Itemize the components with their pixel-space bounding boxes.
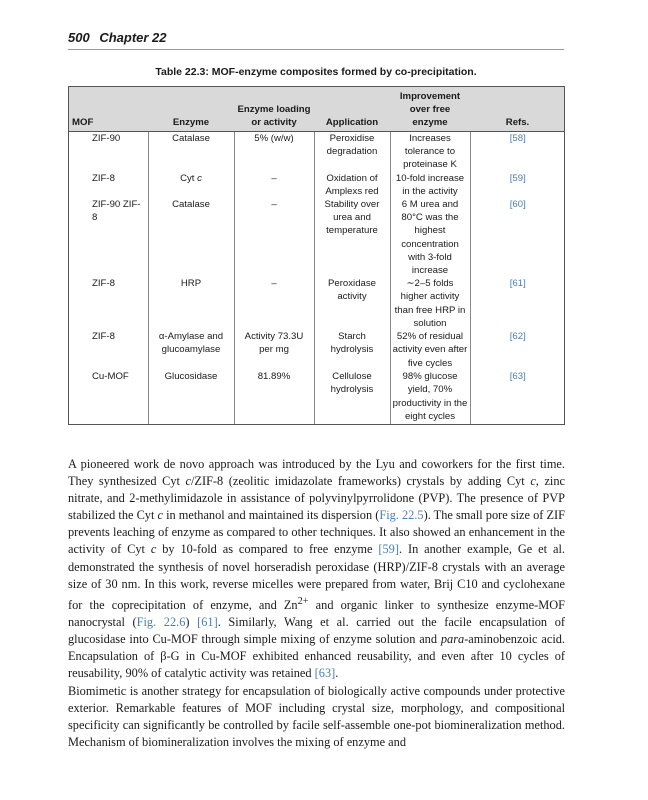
text-run-italic: c xyxy=(185,474,191,489)
mof-enzyme-table xyxy=(68,86,565,425)
figure-link[interactable]: Fig. 22.5 xyxy=(379,508,424,523)
running-header xyxy=(68,30,564,45)
table-caption-text: MOF-enzyme composites formed by co-precipitation. xyxy=(211,66,477,78)
cell-improvement: 98% glucose yield, 70% productivity in the eight cycles xyxy=(390,370,470,424)
cell-ref-link[interactable]: [60] xyxy=(509,199,526,211)
text-run-italic: c xyxy=(530,474,536,489)
col-header-enzyme: Enzyme xyxy=(148,87,234,132)
cell-application: Cellulose hydrolysis xyxy=(314,370,390,424)
col-header-refs: Refs. xyxy=(470,87,565,132)
table-row xyxy=(68,277,565,330)
col-header-improvement: Improvement over free enzyme xyxy=(390,87,470,132)
text-run: -aminobenzoic acid. Encapsulation of β-G in Cu-MOF exhibited enhanced reusability, and even after 10 cycles of reusability, 90% of catalytic activity was retained xyxy=(68,632,566,681)
table-row xyxy=(68,330,565,370)
table-row xyxy=(68,370,565,424)
cell-mof: Cu-MOF xyxy=(68,370,148,424)
figure-link[interactable]: Fig. 22.6 xyxy=(136,614,186,629)
cell-mof: ZIF-8 xyxy=(68,330,148,370)
cell-enzyme xyxy=(148,172,234,198)
cell-enzyme-text: Cyt c xyxy=(180,172,202,184)
text-run: /ZIF-8 (zeolitic imidazolate frameworks) crystals by adding Cyt xyxy=(190,474,531,489)
reference-link[interactable]: [59] xyxy=(378,542,399,557)
cell-application: Peroxidase activity xyxy=(314,277,390,330)
cell-loading: 5% (w/w) xyxy=(234,132,314,172)
col-header-loading: Enzyme loading or activity xyxy=(234,87,314,132)
col-header-application: Application xyxy=(314,87,390,132)
table-caption-label: Table 22.3: xyxy=(155,66,209,78)
text-run-italic: c xyxy=(157,508,163,523)
text-run: by 10-fold as compared to free enzyme xyxy=(156,542,379,557)
text-run: A pioneered work de novo approach was introduced by the Lyu and coworkers for the first time. They synthesized Cyt xyxy=(68,457,565,489)
cell-enzyme: Glucosidase xyxy=(148,370,234,424)
cell-ref-link[interactable]: [58] xyxy=(509,133,526,144)
text-run: . xyxy=(335,666,339,681)
cell-enzyme-italic: c xyxy=(197,172,202,184)
table-row xyxy=(68,132,565,172)
table-header-row xyxy=(68,87,565,132)
body-paragraph-1 xyxy=(68,456,565,682)
cell-mof: ZIF-8 xyxy=(68,277,148,330)
cell-mof: ZIF-8 xyxy=(68,172,148,198)
table-row xyxy=(68,172,565,198)
chapter-title: Chapter 22 xyxy=(99,30,167,45)
table-row xyxy=(68,198,565,277)
cell-improvement: Increases tolerance to proteinase K xyxy=(390,132,470,172)
reference-link[interactable]: [63] xyxy=(314,666,336,681)
cell-improvement: 10-fold increase in the activity xyxy=(390,172,470,198)
cell-mof: ZIF-90 ZIF-8 xyxy=(68,198,148,277)
text-run: . In another example, Ge et al. demonstrated the synthesis of novel horseradish peroxidase (HRP)/ZIF-8 crystals with an average size of 30 nm. In this work, reverse micelles were prepared from water, Brij C10 and cyclohexane for the coprecipitation of enzyme, and Zn xyxy=(68,542,565,612)
cell-ref-link[interactable]: [61] xyxy=(509,278,526,290)
cell-ref-link[interactable]: [62] xyxy=(509,331,526,343)
cell-enzyme: Catalase xyxy=(148,132,234,172)
col-header-mof: MOF xyxy=(68,87,148,132)
text-run: ). The small pore size of ZIF prevents leaching of enzyme as compared to other techniques. It also showed an enhancement in the activity of Cyt xyxy=(68,508,565,557)
cell-mof: ZIF-90 xyxy=(68,132,148,172)
cell-enzyme: Catalase xyxy=(148,198,234,277)
text-run-italic: para xyxy=(440,632,465,647)
cell-loading: – xyxy=(234,172,314,198)
cell-improvement: 6 M urea and 80°C was the highest concentration with 3-fold increase xyxy=(390,198,470,277)
cell-application: Stability over urea and temperature xyxy=(314,198,390,277)
cell-ref-link[interactable]: [63] xyxy=(470,370,565,424)
body-paragraph-2: Biomimetic is another strategy for encapsulation of biologically active compounds under protective exterior. Remarkable features of MOF including crystal size, morphology, and compositional specificity can significantly be controlled by facile self-assemble one-pot biomineralization method. Mechanism of biomineralization involves the mixing of enzyme and xyxy=(68,684,565,750)
text-run: . Similarly, Wang et al. carried out the facile encapsulation of glucosidase into Cu-MOF through simple mixing of enzyme solution and xyxy=(68,614,566,647)
cell-improvement: 52% of residual activity even after five cycles xyxy=(390,330,470,370)
text-run: and organic linker to synthesize enzyme-MOF nanocrystal ( xyxy=(68,597,566,629)
text-run: ) xyxy=(185,614,198,629)
cell-application: Peroxidise degradation xyxy=(314,132,390,172)
cell-application: Oxidation of Amplexs red xyxy=(314,172,390,198)
reference-link[interactable]: [61] xyxy=(197,614,218,629)
cell-ref-link[interactable]: [59] xyxy=(509,172,526,184)
cell-loading: Activity 73.3U per mg xyxy=(234,330,314,370)
text-run: in methanol and maintained its dispersion ( xyxy=(162,508,380,523)
table-caption xyxy=(68,66,564,78)
cell-enzyme: α-Amylase and glucoamylase xyxy=(148,330,234,370)
cell-application: Starch hydrolysis xyxy=(314,330,390,370)
cell-loading: 81.89% xyxy=(234,370,314,424)
text-run-italic: c xyxy=(150,542,157,557)
cell-improvement: ∼2–5 folds higher activity than free HRP in solution xyxy=(390,277,470,330)
page-number: 500 xyxy=(68,30,90,45)
superscript: 2+ xyxy=(297,595,309,607)
cell-loading: – xyxy=(234,277,314,330)
header-rule xyxy=(68,49,564,50)
cell-loading: – xyxy=(234,198,314,277)
cell-enzyme: HRP xyxy=(148,277,234,330)
text-run: , zinc nitrate, and 2-methylimidazole in assistance of polyvinylpyrrolidone (PVP). The presence of PVP stabilized the Cyt xyxy=(68,474,566,523)
